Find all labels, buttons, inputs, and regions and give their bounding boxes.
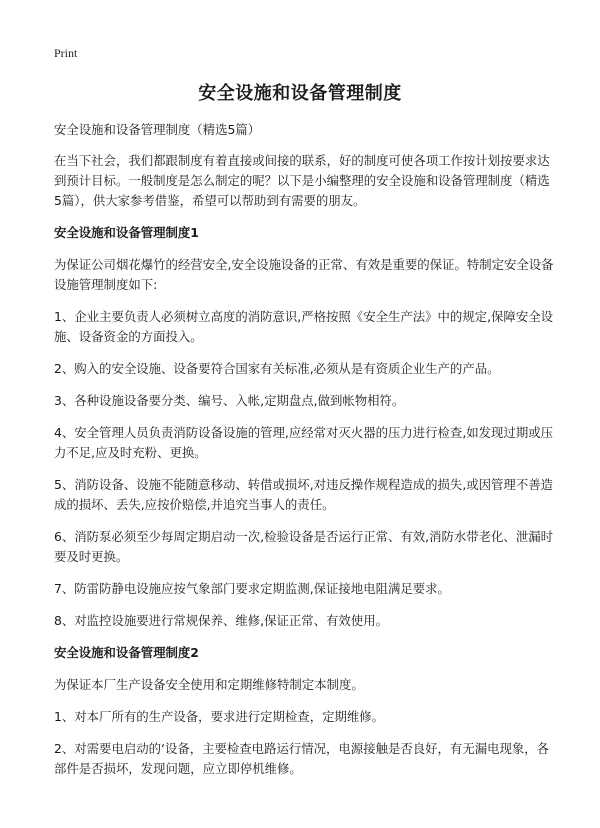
section1-intro: 为保证公司烟花爆竹的经营安全,安全设施设备的正常、有效是重要的保证。特制定安全设备设施管理制度如下: — [54, 257, 554, 292]
section-heading-1: 安全设施和设备管理制度1 — [54, 225, 199, 240]
section-heading-2: 安全设施和设备管理制度2 — [54, 645, 199, 660]
section1-item: 7、防雷防静电设施应按气象部门要求定期监测,保证接地电阻满足要求。 — [54, 581, 450, 596]
section1-item: 1、企业主要负责人必须树立高度的消防意识,严格按照《安全生产法》中的规定,保障安全设施、设备资金的方面投入。 — [54, 309, 553, 344]
document-subtitle: 安全设施和设备管理制度（精选5篇） — [54, 122, 261, 137]
section1-item: 4、安全管理人员负责消防设备设施的管理,应经常对灭火器的压力进行检查,如发现过期或压力不足,应及时充粉、更换。 — [54, 425, 553, 460]
section1-item: 6、消防泵必须至少每周定期启动一次,检验设备是否运行正常、有效,消防水带老化、泄漏时要及时更换。 — [54, 529, 553, 564]
intro-paragraph: 在当下社会，我们都跟制度有着直接或间接的联系，好的制度可使各项工作按计划按要求达到预计目标。一般制度是怎么制定的呢？以下是小编整理的安全设施和设备管理制度（精选5篇），供大家参考借鉴，希望可以帮助到有需要的朋友。 — [54, 153, 550, 208]
section1-item: 5、消防设备、设施不能随意移动、转借或损坏,对违反操作规程造成的损失,或因管理不善造成的损坏、丢失,应按价赔偿,并追究当事人的责任。 — [54, 477, 553, 512]
section2-item: 1、对本厂所有的生产设备，要求进行定期检查，定期维修。 — [54, 709, 385, 724]
document-body — [54, 120, 554, 791]
section2-item: 2、对需要电启动的‘设备，主要检查电路运行情况，电源接触是否良好，有无漏电现象，各部件是否损坏，发现问题，应立即停机维修。 — [54, 741, 550, 776]
section1-item: 8、对监控设施要进行常规保养、维修,保证正常、有效使用。 — [54, 613, 388, 628]
print-label: Print — [54, 46, 78, 60]
section2-intro: 为保证本厂生产设备安全使用和定期维修特制定本制度。 — [54, 677, 364, 692]
section1-item: 3、各种设施设备要分类、编号、入帐,定期盘点,做到帐物相符。 — [54, 393, 405, 408]
page-title: 安全设施和设备管理制度 — [198, 83, 402, 104]
section1-item: 2、购入的安全设施、设备要符合国家有关标准,必须从是有资质企业生产的产品。 — [54, 361, 500, 376]
